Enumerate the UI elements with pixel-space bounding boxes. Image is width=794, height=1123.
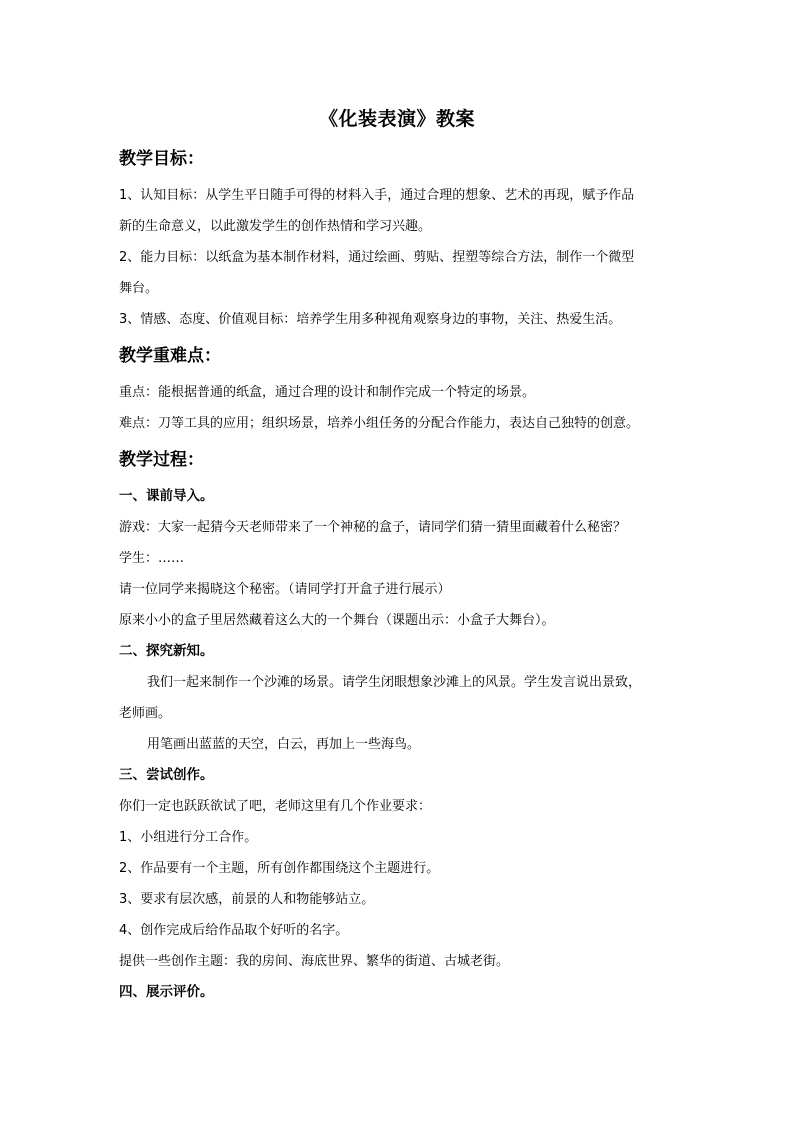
goals-line: 2、能力目标：以纸盒为基本制作材料，通过绘画、剪贴、捏塑等综合方法，制作一个微型 — [119, 250, 635, 265]
document-title: 《化装表演》教案 — [318, 108, 475, 130]
process-line: 4、创作完成后给作品取个好听的名字。 — [119, 923, 349, 938]
process-line: 3、要求有层次感，前景的人和物能够站立。 — [119, 892, 375, 907]
process-part-heading: 一、课前导入。 — [119, 488, 214, 504]
process-line: 用笔画出蓝蓝的天空，白云，再加上一些海鸟。 — [147, 737, 421, 752]
process-line: 1、小组进行分工合作。 — [119, 830, 258, 845]
process-line: 我们一起来制作一个沙滩的场景。请学生闭眼想象沙滩上的风景。学生发言说出景致， — [147, 675, 642, 690]
process-line: 原来小小的盒子里居然藏着这么大的一个舞台（课题出示：小盒子大舞台）。 — [119, 613, 555, 628]
section-heading-process: 教学过程： — [119, 450, 204, 470]
process-line: 学生：…… — [119, 551, 185, 566]
process-line: 请一位同学来揭晓这个秘密。（请同学打开盒子进行展示） — [119, 582, 451, 597]
process-part-heading: 二、探究新知。 — [119, 643, 214, 659]
process-line: 老师画。 — [119, 706, 172, 721]
key-point-line: 重点：能根据普通的纸盒，通过合理的设计和制作完成一个特定的场景。 — [119, 385, 536, 400]
process-line: 游戏：大家一起猜今天老师带来了一个神秘的盒子，请同学们猜一猜里面藏着什么秘密？ — [119, 520, 627, 535]
goals-line: 新的生命意义，以此激发学生的创作热情和学习兴趣。 — [119, 219, 432, 234]
section-heading-key-points: 教学重难点： — [119, 346, 221, 366]
process-part-heading: 三、尝试创作。 — [119, 767, 214, 783]
section-heading-goals: 教学目标： — [119, 149, 204, 169]
goals-line: 3、情感、态度、价值观目标：培养学生用多种视角观察身边的事物，关注、热爱生活。 — [119, 312, 622, 327]
goals-line: 舞台。 — [119, 281, 159, 296]
process-part-heading: 四、展示评价。 — [119, 984, 214, 1000]
goals-line: 1、认知目标：从学生平日随手可得的材料入手，通过合理的想象、艺术的再现，赋予作品 — [119, 188, 635, 203]
process-line: 你们一定也跃跃欲试了吧，老师这里有几个作业要求： — [119, 799, 432, 814]
key-point-line: 难点：刀等工具的应用；组织场景，培养小组任务的分配合作能力，表达自己独特的创意。 — [119, 416, 640, 431]
document-body — [119, 138, 679, 1008]
process-line: 2、作品要有一个主题，所有创作都围绕这个主题进行。 — [119, 861, 440, 876]
process-line: 提供一些创作主题：我的房间、海底世界、繁华的街道、古城老街。 — [119, 954, 510, 969]
